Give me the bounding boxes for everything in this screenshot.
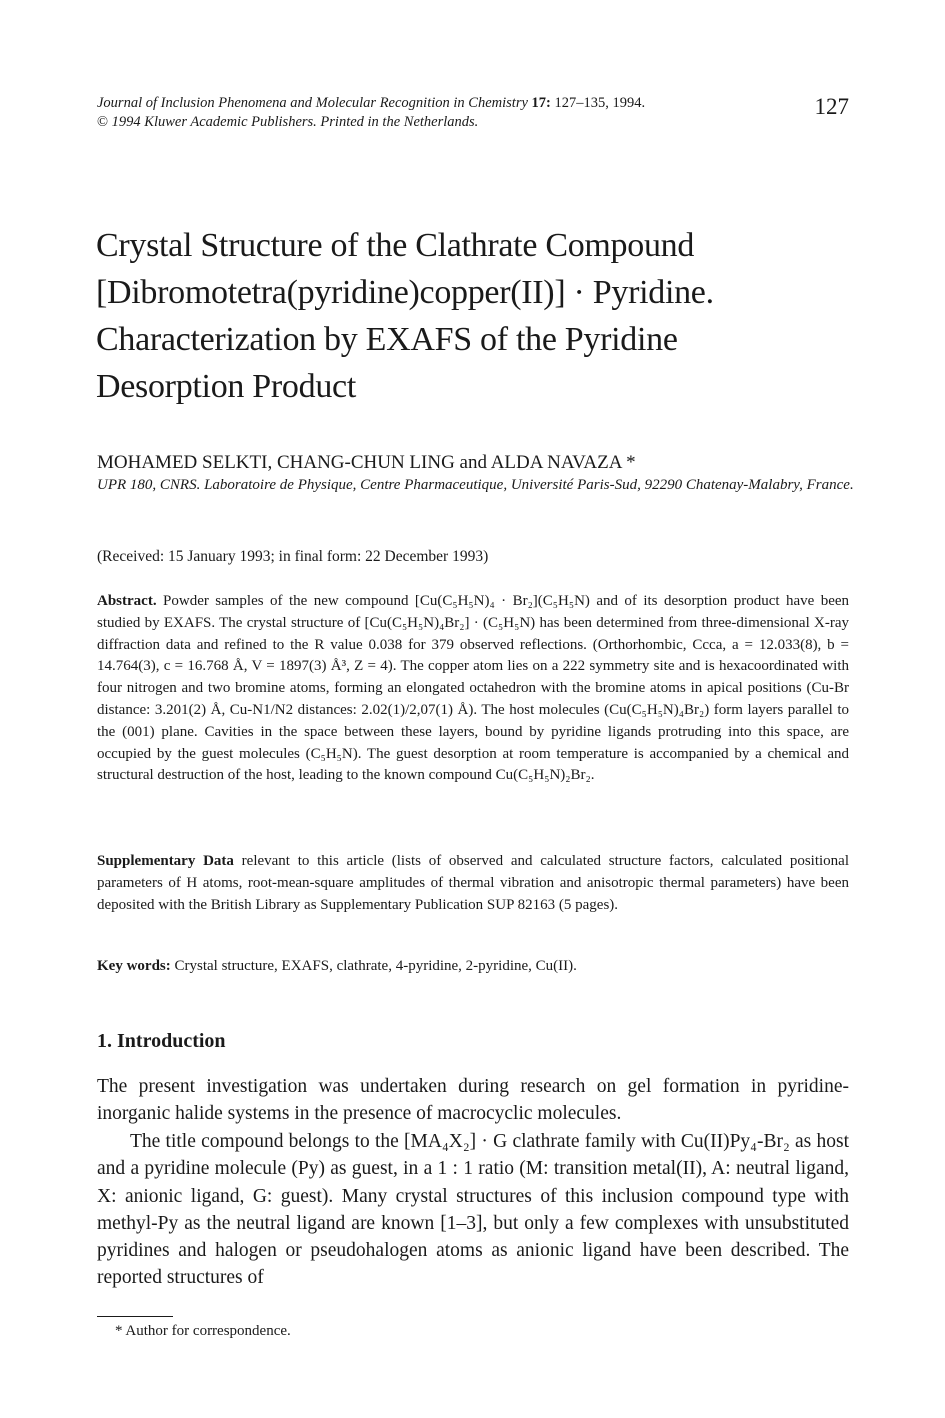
copyright-text: 1994 Kluwer Academic Publishers. Printed in the Netherlands. [111,114,479,130]
title-line: [Dibromotetra(pyridine)copper(II)] · Pyridine. [96,274,714,311]
abstract-text: Powder samples of the new compound [Cu(C₅H₅N)₄ · Br₂](C₅H₅N) and of its desorption product have been studied by EXAFS. The crystal structure of [Cu(C₅H₅N)₄Br₂] · (C₅H₅N) has been determined from three-dimensional X-ray diffraction data and refined to the R value 0.038 for 379 observed reflections. (Orthorhombic, Ccca, a = 12.033(8), b = 14.764(3), c = 16.768 Å, V = 1897(3) Å³, Z = 4). The copper atom lies on a 222 symmetry site and is hexacoordinated with four nitrogen and two bromine atoms, forming an elongated octahedron with the bromine atoms in apical positions (Cu-Br distance: 3.201(2) Å, Cu-N1/N2 distances: 2.02(1)/2,07(1) Å). The host molecules (Cu(C₅H₅N)₄Br₂) form layers parallel to the (001) plane. Cavities in the space between these layers, bound by pyridine ligands protruding into this space, are occupied by the guest molecules (C₅H₅N). The guest desorption at room temperature is accompanied by a chemical and structural destruction of the host, leading to the known compound Cu(C₅H₅N)₂Br₂. [97,593,850,784]
abstract-paragraph [97,591,849,787]
journal-citation [97,94,645,113]
footnote-divider [97,1316,173,1317]
received-dates: (Received: 15 January 1993; in final form: 22 December 1993) [97,548,489,565]
page-number: 127 [814,94,849,119]
keywords-paragraph [97,956,849,978]
keywords-text: Crystal structure, EXAFS, clathrate, 4-pyridine, 2-pyridine, Cu(II). [174,958,577,974]
introduction-paragraph-1: The present investigation was undertaken during research on gel formation in pyridine-inorganic halide systems in the presence of macrocyclic molecules. [97,1076,849,1125]
title-line: Desorption Product [96,368,356,405]
title-line: Characterization by EXAFS of the Pyridine [96,321,678,358]
section-heading-introduction: 1. Introduction [97,1030,226,1052]
journal-volume: 17: [531,95,551,111]
introduction-paragraph-2: The title compound belongs to the [MA₄X₂] · G clathrate family with Cu(II)Py₄-Br₂ as host and a pyridine molecule (Py) as guest, in a 1 : 1 ratio (M: transition metal(II), A: neutral ligand, X: anionic ligand, G: guest). Many crystal structures of this inclusion compound type with methyl-Py as the neutral ligand are known [1–3], but only a few complexes with unsubstituted pyridines and halogen or pseudohalogen atoms as anionic ligand have been described. The reported structures of [97,1131,849,1289]
copyright-symbol: © [97,114,109,130]
keywords-label: Key words: [97,958,171,974]
journal-name: Journal of Inclusion Phenomena and Molecular Recognition in Chemistry [97,95,528,111]
supplementary-label: Supplementary Data [97,853,234,869]
journal-pages-year: 127–135, 1994. [554,95,646,111]
copyright-line [97,113,478,132]
supplementary-paragraph [97,851,849,916]
author-list: MOHAMED SELKTI, CHANG-CHUN LING and ALDA NAVAZA * [97,452,636,473]
abstract-label: Abstract. [97,593,157,609]
article-title [96,222,856,410]
footnote-correspondence: * Author for correspondence. [115,1323,291,1339]
author-affiliation: UPR 180, CNRS. Laboratoire de Physique, Centre Pharmaceutique, Université Paris-Sud, 92290 Chatenay-Malabry, France. [97,477,854,493]
supplementary-text: relevant to this article (lists of observed and calculated structure factors, calculated positional parameters of H atoms, root-mean-square amplitudes of thermal vibration and anisotropic thermal parameters) have been deposited with the British Library as Supplementary Publication SUP 82163 (5 pages). [97,853,850,913]
title-line: Crystal Structure of the Clathrate Compound [96,227,695,264]
